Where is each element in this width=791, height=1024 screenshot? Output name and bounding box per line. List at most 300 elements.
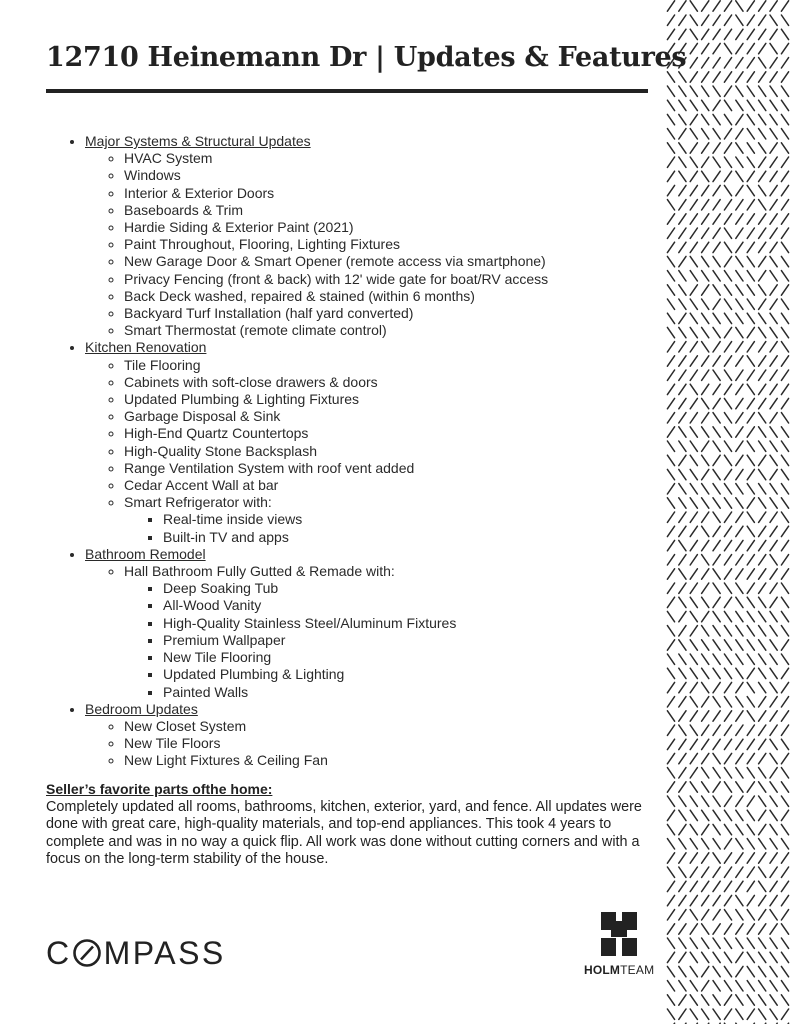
hatch-mark: [781, 58, 788, 68]
hatch-mark: [667, 569, 674, 579]
feature-item: [124, 563, 646, 701]
feature-item: [124, 408, 646, 425]
hatch-mark: [747, 697, 754, 707]
hatch-mark: [747, 753, 754, 763]
hatch-mark: [747, 370, 754, 380]
hatch-mark: [781, 555, 788, 565]
hatch-mark: [770, 952, 777, 962]
hatch-mark: [781, 853, 788, 863]
hatch-mark: [713, 782, 720, 792]
hatch-mark: [781, 370, 788, 380]
hatch-mark: [667, 242, 674, 252]
compass-logo-c: C: [46, 935, 72, 971]
hatch-mark: [690, 697, 697, 707]
hatch-mark: [770, 455, 777, 465]
feature-item: [124, 236, 646, 253]
hatch-mark: [679, 853, 686, 863]
feature-subitem: ▪ Premium Wallpaper: [163, 632, 646, 649]
hatch-mark: [724, 668, 731, 678]
hatch-mark: [713, 1, 720, 11]
hatch-mark: [690, 413, 697, 423]
hatch-mark: [679, 981, 686, 991]
hatch-mark: [679, 824, 686, 834]
hatch-mark: [736, 810, 743, 820]
hatch-mark: [736, 995, 743, 1005]
hatch-mark: [770, 1009, 777, 1019]
hatch-mark: [724, 867, 731, 877]
hatch-mark: [702, 810, 709, 820]
hatch-mark: [713, 597, 720, 607]
hatch-mark: [759, 129, 766, 139]
hatch-mark: [724, 200, 731, 210]
feature-text: Smart Refrigerator with:: [124, 494, 272, 511]
hatch-mark: [724, 356, 731, 366]
feature-item: [124, 443, 646, 460]
hatch-mark: [770, 569, 777, 579]
hatch-mark: [759, 29, 766, 39]
hatch-mark: [713, 626, 720, 636]
hatch-mark: [667, 640, 674, 650]
hatch-mark: [690, 15, 697, 25]
hatch-mark: [781, 867, 788, 877]
hatch-mark: [679, 526, 686, 536]
hatch-mark: [736, 171, 743, 181]
hatch-mark: [736, 853, 743, 863]
hatch-mark: [781, 611, 788, 621]
hatch-mark: [667, 171, 674, 181]
hatch-mark: [759, 427, 766, 437]
hatch-mark: [679, 427, 686, 437]
hatch-mark: [759, 469, 766, 479]
feature-text: Privacy Fencing (front & back) with 12' wide gate for boat/RV access: [124, 270, 549, 287]
feature-text: Tile Flooring: [124, 356, 201, 373]
hatch-mark: [667, 299, 674, 309]
hatch-mark: [759, 895, 766, 905]
hatch-mark: [781, 228, 788, 238]
feature-subitem: ▪ High-Quality Stainless Steel/Aluminum Fixtures: [163, 615, 646, 632]
hatch-mark: [781, 185, 788, 195]
hatch-mark: [690, 484, 697, 494]
features-list: [46, 133, 646, 770]
hatch-mark: [759, 640, 766, 650]
hatch-mark: [770, 654, 777, 664]
hatch-mark: [690, 29, 697, 39]
hatch-mark: [781, 526, 788, 536]
feature-text: Back Deck washed, repaired & stained (within 6 months): [124, 287, 475, 304]
hatch-mark: [781, 810, 788, 820]
hatch-mark: [747, 228, 754, 238]
hatch-mark: [770, 924, 777, 934]
hatch-mark: [679, 271, 686, 281]
hatch-mark: [690, 43, 697, 53]
hatch-mark: [724, 143, 731, 153]
hatch-mark: [702, 200, 709, 210]
hatch-mark: [690, 100, 697, 110]
compass-logo-o: [71, 937, 103, 969]
hatch-mark: [770, 526, 777, 536]
hatch-mark: [690, 384, 697, 394]
hatch-mark: [736, 86, 743, 96]
feature-item: [124, 425, 646, 442]
hatch-mark: [724, 1009, 731, 1019]
hatch-mark: [724, 725, 731, 735]
hatch-mark: [702, 611, 709, 621]
hatch-mark: [770, 626, 777, 636]
feature-subitem: ▪ All-Wood Vanity: [163, 597, 646, 614]
hatch-mark: [736, 484, 743, 494]
hatch-mark: [736, 924, 743, 934]
hatch-mark: [736, 512, 743, 522]
hatch-mark: [713, 398, 720, 408]
hatch-mark: [713, 895, 720, 905]
hatch-mark: [759, 654, 766, 664]
hatch-mark: [713, 469, 720, 479]
hatch-mark: [736, 796, 743, 806]
hatch-mark: [667, 214, 674, 224]
hatch-mark: [770, 583, 777, 593]
hatch-mark: [667, 384, 674, 394]
hatch-mark: [781, 327, 788, 337]
hatch-mark: [747, 299, 754, 309]
compass-logo: [46, 935, 226, 972]
hatch-mark: [759, 853, 766, 863]
hatch-mark: [770, 29, 777, 39]
hatch-mark: [736, 185, 743, 195]
hatch-mark: [781, 171, 788, 181]
hatch-mark: [747, 725, 754, 735]
section-title: Kitchen Renovation: [85, 339, 207, 356]
hatch-mark: [759, 839, 766, 849]
hatch-mark: [690, 810, 697, 820]
hatch-mark: [770, 867, 777, 877]
hatch-mark: [736, 313, 743, 323]
hatch-mark: [747, 484, 754, 494]
hatch-mark: [724, 114, 731, 124]
hatch-mark: [770, 86, 777, 96]
hatch-mark: [747, 839, 754, 849]
hatch-mark: [713, 824, 720, 834]
hatch-mark: [724, 924, 731, 934]
hatch-mark: [781, 725, 788, 735]
hatch-mark: [736, 256, 743, 266]
hatch-mark: [667, 725, 674, 735]
hatch-mark: [679, 469, 686, 479]
hatch-mark: [690, 711, 697, 721]
hatch-mark: [770, 768, 777, 778]
hatch-mark: [667, 881, 674, 891]
hatch-mark: [770, 413, 777, 423]
hatch-mark: [724, 768, 731, 778]
feature-subitems: [124, 511, 646, 545]
hatch-mark: [747, 72, 754, 82]
hatch-mark: [690, 441, 697, 451]
hatch-mark: [781, 824, 788, 834]
feature-subitem: ▪ Built-in TV and apps: [163, 529, 646, 546]
hatch-mark: [781, 753, 788, 763]
section-title: Major Systems & Structural Updates: [85, 133, 311, 149]
hatch-mark: [759, 1009, 766, 1019]
hatch-mark: [713, 966, 720, 976]
hatch-mark: [759, 327, 766, 337]
feature-text: New Closet System: [124, 717, 247, 734]
hatch-mark: [770, 114, 777, 124]
hatch-mark: [679, 895, 686, 905]
feature-text: Paint Throughout, Flooring, Lighting Fixtures: [124, 236, 401, 253]
hatch-mark: [702, 15, 709, 25]
hatch-mark: [679, 711, 686, 721]
hatch-mark: [781, 256, 788, 266]
hatch-mark: [679, 910, 686, 920]
hatch-mark: [724, 569, 731, 579]
hatch-mark: [747, 540, 754, 550]
hatch-mark: [781, 271, 788, 281]
hatch-mark: [702, 583, 709, 593]
feature-item: [124, 322, 646, 339]
hatch-mark: [690, 853, 697, 863]
hatch-mark: [713, 327, 720, 337]
hatch-mark: [759, 995, 766, 1005]
hatch-mark: [736, 966, 743, 976]
hatch-mark: [736, 441, 743, 451]
hatch-mark: [736, 200, 743, 210]
hatch-mark: [702, 72, 709, 82]
hatch-mark: [781, 597, 788, 607]
hatch-mark: [736, 711, 743, 721]
hatch-mark: [781, 398, 788, 408]
hatch-mark: [759, 72, 766, 82]
hatch-mark: [724, 966, 731, 976]
hatch-mark: [679, 583, 686, 593]
hatch-mark: [713, 611, 720, 621]
hatch-mark: [702, 129, 709, 139]
hatch-mark: [736, 526, 743, 536]
hatch-mark: [736, 58, 743, 68]
hatch-mark: [724, 214, 731, 224]
hatch-mark: [770, 370, 777, 380]
hatch-mark: [770, 469, 777, 479]
hatch-mark: [702, 540, 709, 550]
hatch-mark: [724, 697, 731, 707]
hatch-mark: [724, 753, 731, 763]
hatch-mark: [702, 1009, 709, 1019]
hatch-mark: [690, 185, 697, 195]
hatch-mark: [690, 966, 697, 976]
hatch-mark: [679, 100, 686, 110]
hatch-mark: [736, 498, 743, 508]
hatch-mark: [724, 441, 731, 451]
section-items: [85, 150, 646, 339]
hatch-mark: [759, 555, 766, 565]
hatch-mark: [770, 895, 777, 905]
hatch-mark: [690, 910, 697, 920]
hatch-mark: [770, 810, 777, 820]
hatch-mark: [781, 1009, 788, 1019]
hatch-mark: [724, 512, 731, 522]
hatch-mark: [770, 157, 777, 167]
hatch-mark: [736, 981, 743, 991]
hatch-mark: [713, 1009, 720, 1019]
feature-text: New Light Fixtures & Ceiling Fan: [124, 752, 328, 769]
hatch-mark: [702, 86, 709, 96]
hatch-mark: [747, 200, 754, 210]
hatch-mark: [781, 768, 788, 778]
hatch-mark: [781, 938, 788, 948]
hatch-mark: [713, 214, 720, 224]
hatch-mark: [781, 469, 788, 479]
hatch-mark: [781, 895, 788, 905]
hatch-mark: [667, 583, 674, 593]
hatch-mark: [747, 768, 754, 778]
feature-text: New Tile Floors: [124, 735, 221, 752]
hatch-mark: [724, 796, 731, 806]
hatch-mark: [667, 540, 674, 550]
hatch-mark: [747, 171, 754, 181]
feature-item: [124, 735, 646, 752]
hatch-mark: [781, 540, 788, 550]
feature-text: Cabinets with soft-close drawers & doors: [124, 373, 378, 390]
hatch-mark: [747, 810, 754, 820]
hatch-mark: [747, 1009, 754, 1019]
hatch-mark: [724, 342, 731, 352]
hatch-mark: [679, 569, 686, 579]
hatch-mark: [747, 398, 754, 408]
hatch-mark: [770, 597, 777, 607]
hatch-mark: [781, 285, 788, 295]
hatch-mark: [702, 214, 709, 224]
hatch-mark: [759, 938, 766, 948]
hatch-mark: [724, 484, 731, 494]
hatch-mark: [690, 725, 697, 735]
hatch-mark: [667, 200, 674, 210]
hatch-mark: [759, 143, 766, 153]
hatch-mark: [736, 469, 743, 479]
hatch-mark: [702, 1, 709, 11]
hatch-mark: [770, 398, 777, 408]
hatch-mark: [690, 796, 697, 806]
hatch-mark: [690, 313, 697, 323]
hatch-mark: [759, 611, 766, 621]
hatch-mark: [770, 356, 777, 366]
hatch-mark: [747, 796, 754, 806]
hatch-mark: [679, 398, 686, 408]
hatch-mark: [667, 455, 674, 465]
hatch-mark: [747, 342, 754, 352]
feature-item: [124, 167, 646, 184]
hatch-mark: [690, 200, 697, 210]
hatch-mark: [736, 910, 743, 920]
hatch-mark: [679, 29, 686, 39]
hatch-mark: [781, 697, 788, 707]
hatch-mark: [759, 1, 766, 11]
hatch-mark: [724, 327, 731, 337]
hatch-mark: [759, 271, 766, 281]
section-items: [85, 718, 646, 770]
hatch-mark: [736, 214, 743, 224]
hatch-mark: [713, 739, 720, 749]
hatch-mark: [702, 668, 709, 678]
feature-item: [124, 718, 646, 735]
hatch-mark: [724, 271, 731, 281]
feature-item: [124, 460, 646, 477]
hatch-mark: [667, 143, 674, 153]
hatch-mark: [713, 640, 720, 650]
hatch-mark: [679, 924, 686, 934]
hatch-mark: [702, 597, 709, 607]
hatch-mark: [724, 611, 731, 621]
hatch-mark: [702, 455, 709, 465]
hatch-mark: [759, 171, 766, 181]
hatch-mark: [724, 981, 731, 991]
hatch-mark: [679, 966, 686, 976]
feature-item: [124, 391, 646, 408]
hatch-mark: [736, 100, 743, 110]
hatch-mark: [736, 370, 743, 380]
hatch-mark: [770, 72, 777, 82]
hatch-mark: [724, 498, 731, 508]
hatch-mark: [781, 966, 788, 976]
feature-item: [124, 305, 646, 322]
hatch-mark: [759, 626, 766, 636]
hatch-mark: [690, 129, 697, 139]
hatch-mark: [690, 242, 697, 252]
hatch-mark: [770, 171, 777, 181]
hatch-mark: [724, 171, 731, 181]
hatch-mark: [759, 697, 766, 707]
hatch-mark: [736, 839, 743, 849]
hatch-mark: [770, 185, 777, 195]
hatch-mark: [759, 924, 766, 934]
hatch-mark: [724, 597, 731, 607]
hatch-mark: [724, 228, 731, 238]
hatch-mark: [770, 342, 777, 352]
hatch-mark: [724, 370, 731, 380]
hatch-mark: [724, 86, 731, 96]
hatch-mark: [667, 1, 674, 11]
hatch-mark: [736, 597, 743, 607]
hatch-mark: [690, 455, 697, 465]
hatch-mark: [667, 271, 674, 281]
hatch-mark: [713, 725, 720, 735]
feature-text: Smart Thermostat (remote climate control): [124, 322, 387, 339]
hatch-mark: [667, 313, 674, 323]
hatch-mark: [679, 157, 686, 167]
section-title: Bedroom Updates: [85, 700, 198, 717]
hatch-mark: [679, 441, 686, 451]
hatch-mark: [759, 441, 766, 451]
hatch-mark: [770, 143, 777, 153]
hatch-mark: [724, 299, 731, 309]
hatch-mark: [702, 711, 709, 721]
hatch-mark: [713, 342, 720, 352]
feature-text: Cedar Accent Wall at bar: [124, 477, 279, 494]
hatch-mark: [713, 271, 720, 281]
section-item: [85, 546, 646, 701]
hatch-mark: [759, 796, 766, 806]
hatch-mark: [679, 313, 686, 323]
hatch-mark: [747, 100, 754, 110]
hatch-mark: [667, 72, 674, 82]
feature-text: New Garage Door & Smart Opener (remote access via smartphone): [124, 253, 546, 270]
hatch-mark: [759, 498, 766, 508]
hatch-mark: [713, 72, 720, 82]
hatch-mark: [679, 129, 686, 139]
hatch-mark: [747, 881, 754, 891]
hatch-mark: [690, 299, 697, 309]
hatch-mark: [770, 299, 777, 309]
hatch-mark: [736, 342, 743, 352]
hatch-mark: [736, 782, 743, 792]
hatch-mark: [702, 853, 709, 863]
